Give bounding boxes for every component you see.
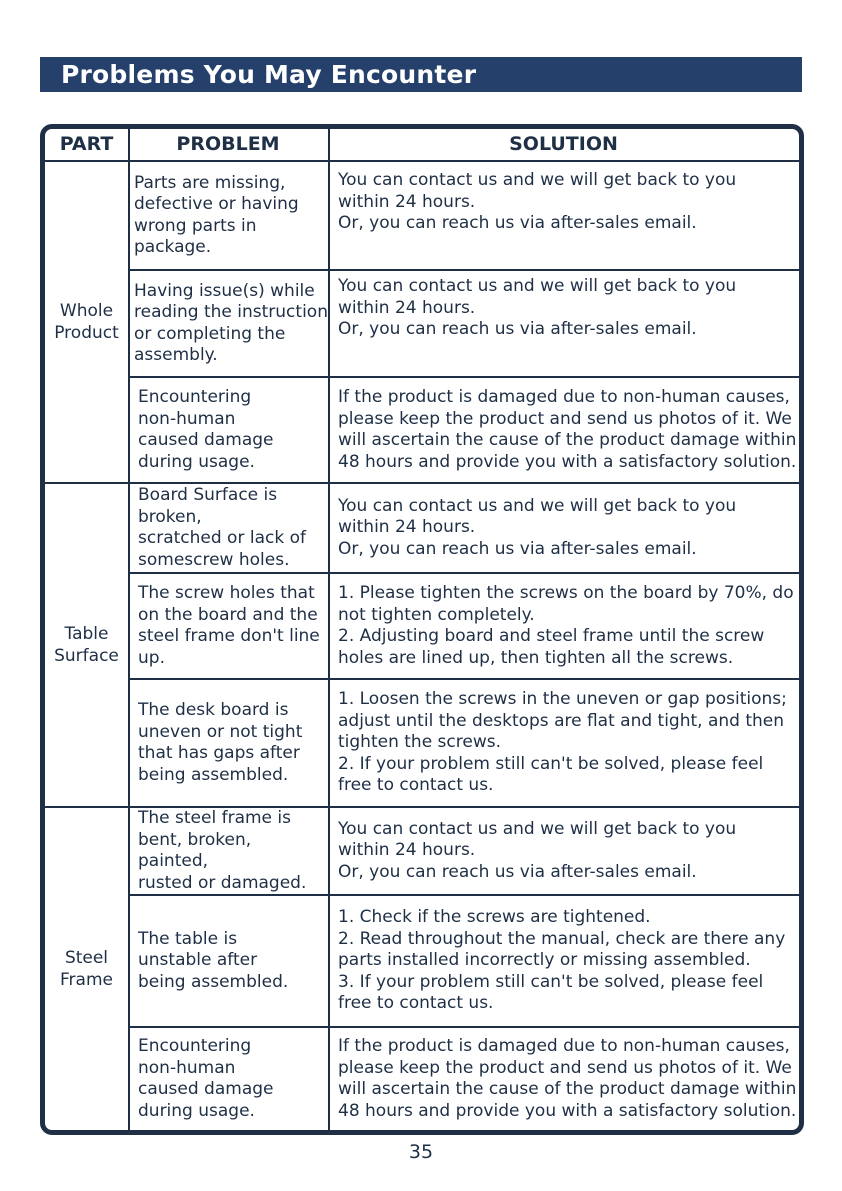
- problem-cell: Board Surface is broken, scratched or lack of somescrew holes.: [138, 485, 306, 570]
- header-part: PART: [59, 133, 114, 155]
- problem-cell: The table is unstable after being assembled.: [138, 928, 289, 992]
- column-divider: [328, 129, 330, 1130]
- problem-cell: The desk board is uneven or not tight that has gaps after being assembled.: [138, 700, 303, 785]
- problem-cell: Having issue(s) while reading the instruction or completing the assembly.: [134, 280, 328, 365]
- header-solution: SOLUTION: [509, 133, 618, 155]
- problem-cell: Encountering non-human caused damage during usage.: [138, 387, 274, 472]
- problem-cell: Parts are missing, defective or having wrong parts in package.: [134, 172, 299, 257]
- title-bar: [40, 57, 802, 92]
- solution-cell: You can contact us and we will get back to you within 24 hours. Or, you can reach us via after-sales email.: [338, 495, 737, 559]
- part-cell-whole-product: Whole Product: [54, 301, 119, 343]
- problem-cell: Encountering non-human caused damage during usage.: [138, 1036, 274, 1121]
- problem-cell: The steel frame is bent, broken, painted, rusted or damaged.: [138, 808, 307, 893]
- solution-cell: 1. Check if the screws are tightened. 2. Read throughout the manual, check are there any parts installed incorrectly or missing assembled. 3. If your problem still can't be solved, please feel free to contact us.: [338, 907, 786, 1014]
- header-problem: PROBLEM: [176, 133, 280, 155]
- solution-cell: You can contact us and we will get back to you within 24 hours. Or, you can reach us via after-sales email.: [338, 276, 737, 339]
- column-divider: [128, 129, 130, 1130]
- row-divider: [128, 572, 799, 574]
- group-divider: [45, 806, 799, 808]
- part-cell-table-surface: Table Surface: [54, 624, 119, 666]
- problem-cell: The screw holes that on the board and the steel frame don't line up.: [138, 583, 320, 668]
- page-title: Problems You May Encounter: [61, 60, 477, 89]
- header-divider: [45, 160, 799, 162]
- row-divider: [128, 269, 799, 271]
- solution-cell: If the product is damaged due to non-human causes, please keep the product and send us photos of it. We will ascertain the cause of the product damage within 48 hours and provide you with a satisfactory solution.: [338, 387, 797, 472]
- group-divider: [45, 482, 799, 484]
- page-number: 35: [408, 1141, 434, 1163]
- part-cell-steel-frame: Steel Frame: [60, 948, 113, 990]
- row-divider: [128, 376, 799, 378]
- troubleshooting-table: [40, 124, 804, 1135]
- row-divider: [128, 894, 799, 896]
- solution-cell: If the product is damaged due to non-human causes, please keep the product and send us photos of it. We will ascertain the cause of the product damage within 48 hours and provide you with a satisfactory solution.: [338, 1036, 797, 1121]
- solution-cell: You can contact us and we will get back to you within 24 hours. Or, you can reach us via after-sales email.: [338, 818, 737, 882]
- row-divider: [128, 678, 799, 680]
- solution-cell: You can contact us and we will get back to you within 24 hours. Or, you can reach us via after-sales email.: [338, 170, 737, 233]
- solution-cell: 1. Loosen the screws in the uneven or gap positions; adjust until the desktops are flat and tight, and then tighten the screws. 2. If your problem still can't be solved, please feel free to contact us.: [338, 689, 787, 796]
- solution-cell: 1. Please tighten the screws on the board by 70%, do not tighten completely. 2. Adjusting board and steel frame until the screw holes are lined up, then tighten all the screws.: [338, 583, 794, 668]
- row-divider: [128, 1026, 799, 1028]
